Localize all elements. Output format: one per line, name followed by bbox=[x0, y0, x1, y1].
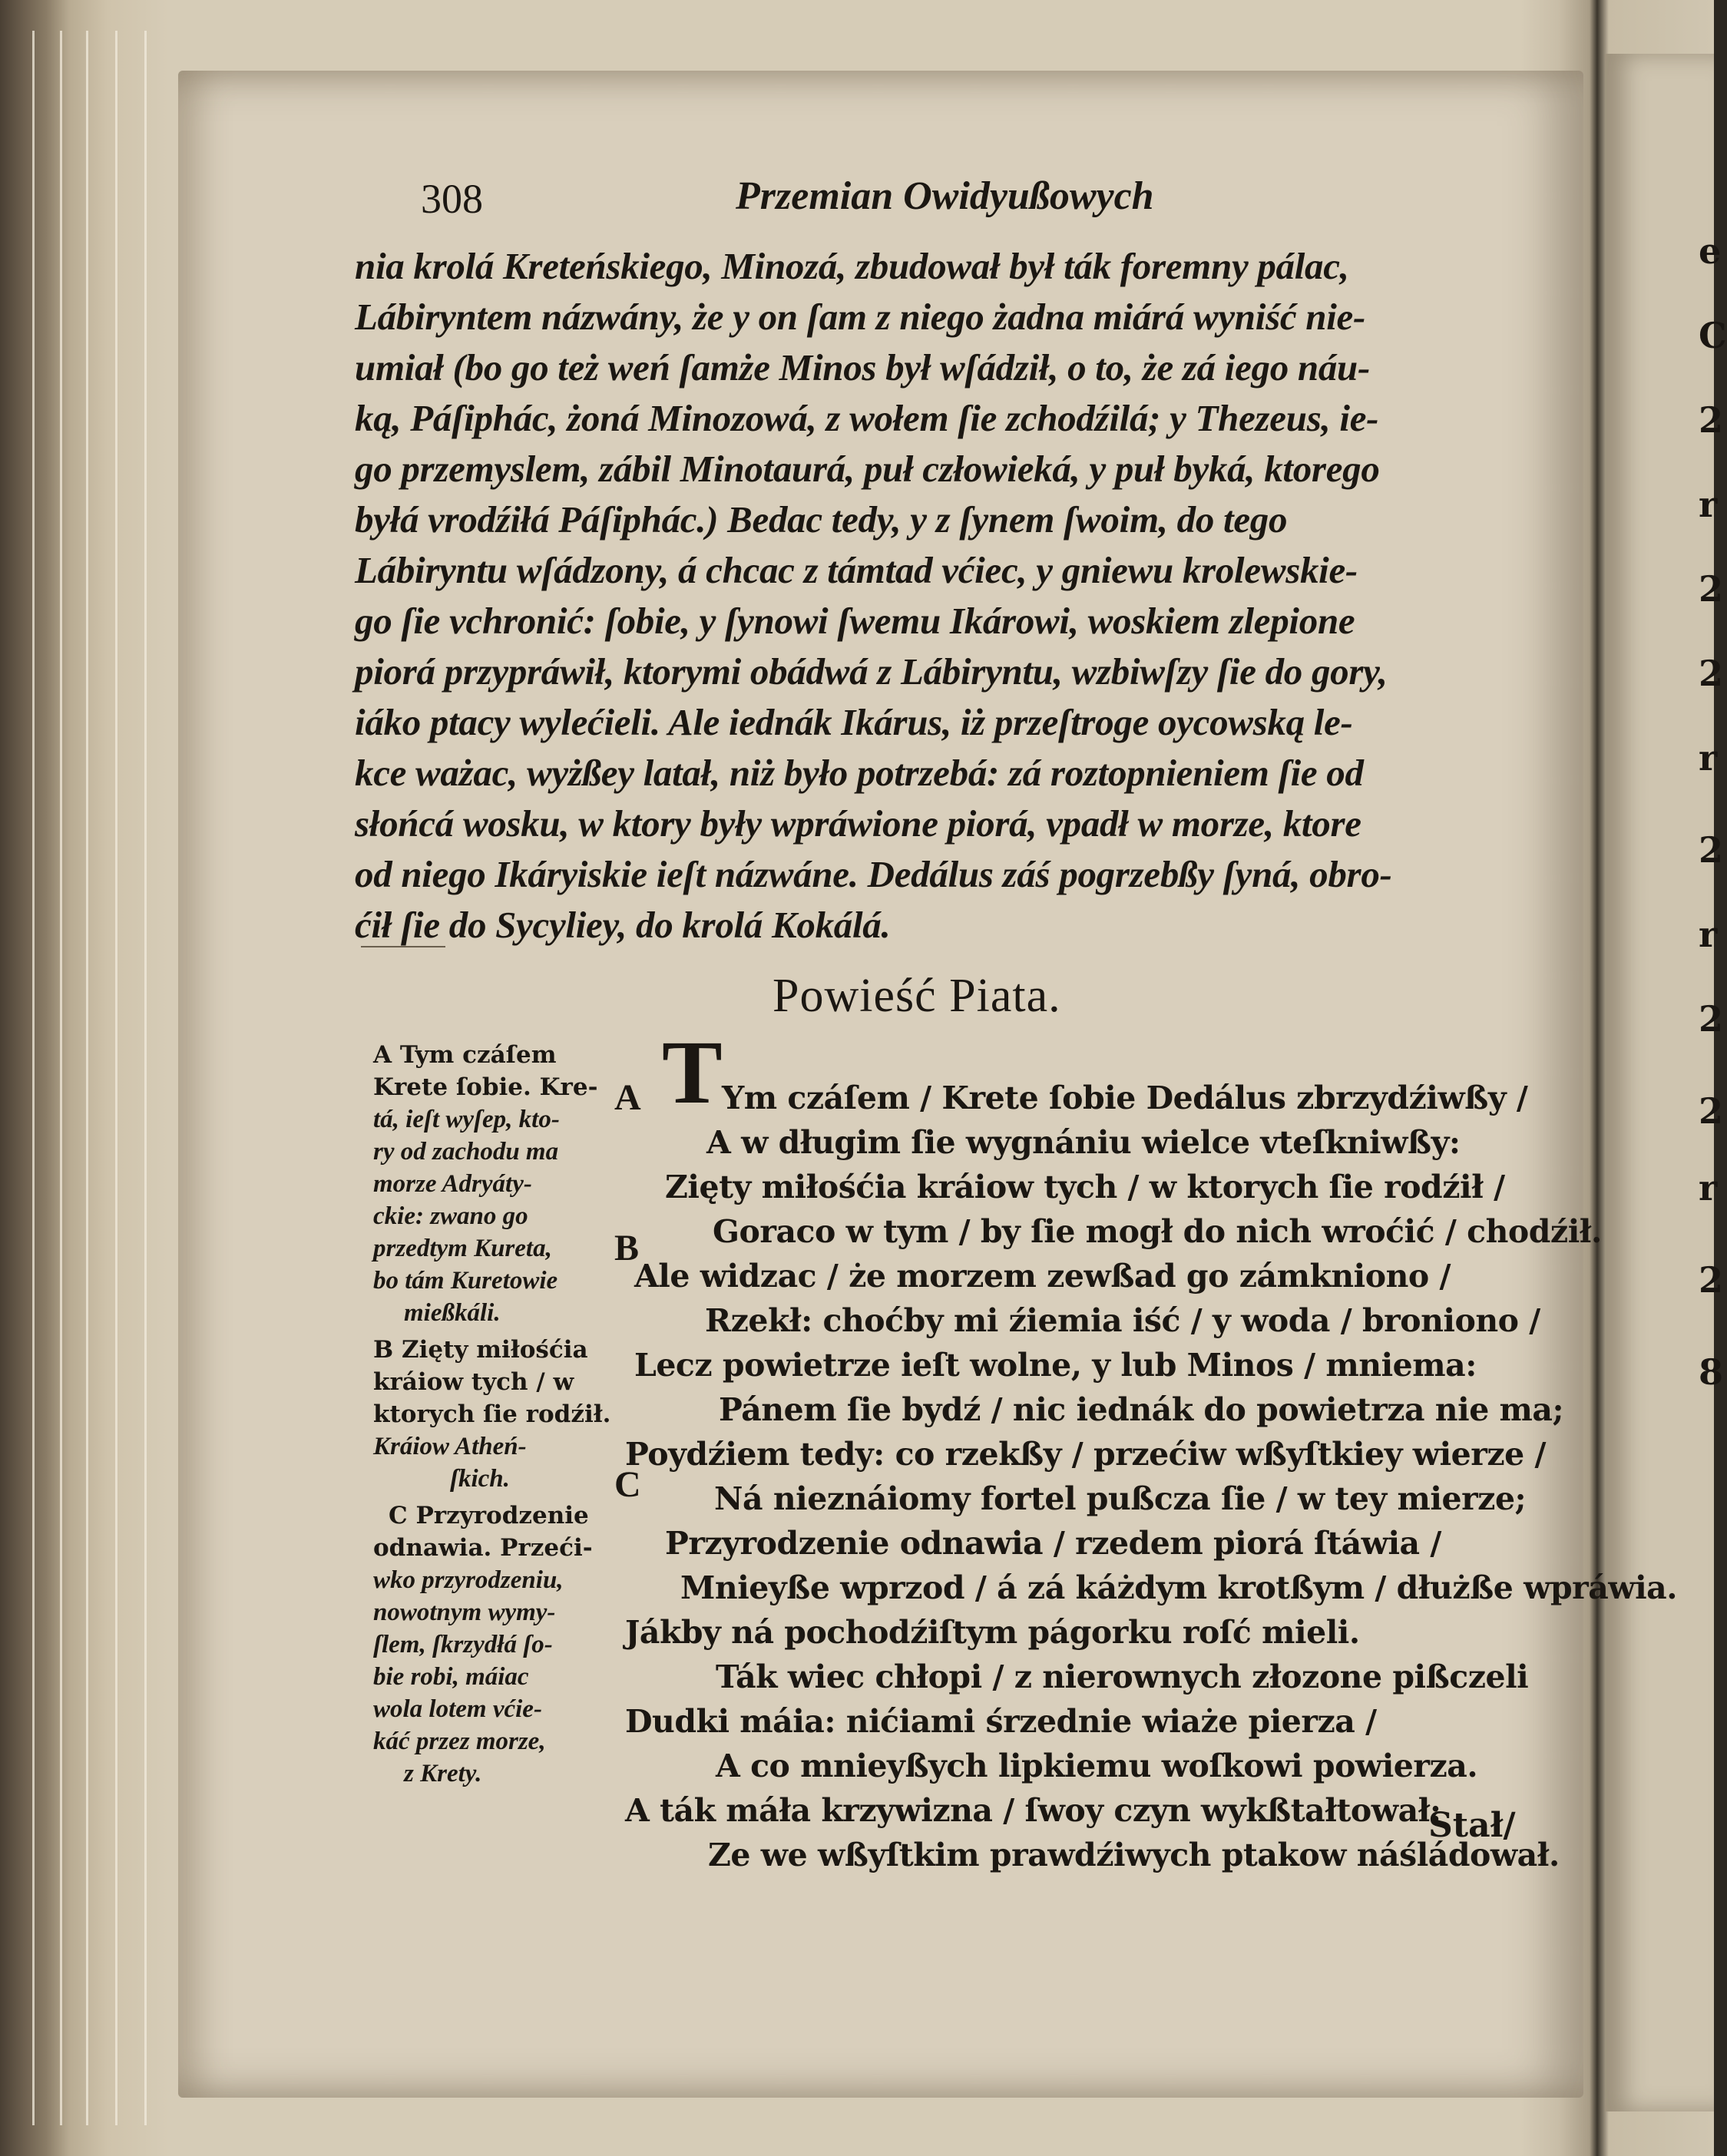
prose-line: go przemyslem, zábil Minotaurá, puł człowieká, y puł byká, ktorego bbox=[355, 448, 1380, 490]
facing-page-fragment: 2 bbox=[1699, 1090, 1724, 1132]
prose-line: słońcá wosku, w ktory były wpráwione piorá, vpadł w morze, ktore bbox=[355, 802, 1361, 845]
prose-line: go ſie vchronić: ſobie, y ſynowi ſwemu Ikárowi, woskiem zlepione bbox=[355, 600, 1355, 642]
facing-page-fragment: r bbox=[1699, 1167, 1718, 1209]
margin-note-line: káć przez morze, bbox=[373, 1728, 546, 1755]
margin-note-line: morze Adryáty- bbox=[373, 1170, 532, 1198]
page-edge bbox=[60, 31, 62, 2125]
prose-line: ćił ſie do Sycyliey, do krolá Kokálá. bbox=[355, 904, 891, 946]
page-edge bbox=[144, 31, 147, 2125]
running-title: Przemian Owidyußowych bbox=[736, 174, 1154, 218]
verse-line: Goraco w tym / by ſie mogł do nich wroćić / chodźił. bbox=[713, 1213, 1602, 1250]
verse-line: Ná nieznáiomy fortel pußcza ſie / w tey mierze; bbox=[714, 1480, 1527, 1517]
verse-line: Ale widzac / że morzem zewßad go zámkniono / bbox=[634, 1258, 1451, 1295]
facing-page-fragment: C bbox=[1699, 315, 1727, 356]
margin-note-line: wola lotem vćie- bbox=[373, 1695, 542, 1723]
facing-page-fragment: 2 bbox=[1699, 399, 1724, 441]
facing-page-fragment: 2 bbox=[1699, 998, 1724, 1040]
verse-line: Ym czáſem / Krete ſobie Dedálus zbrzydźiwßy / bbox=[722, 1080, 1528, 1116]
prose-line: Lábiryntem názwány, że y on ſam z niego żadna miárá wyniść nie- bbox=[355, 296, 1365, 338]
verse-line: A w długim ſie wygnániu wielce vteſkniwßy: bbox=[706, 1124, 1461, 1161]
facing-page-fragment: r bbox=[1699, 484, 1718, 525]
margin-note-line: ſkich. bbox=[450, 1465, 510, 1493]
verse-line: Rzekł: choćby mi źiemia iść / y woda / broniono / bbox=[705, 1302, 1540, 1339]
verse-line: Dudki máia: nićiami śrzednie wiaże pierza / bbox=[625, 1703, 1377, 1740]
catchword: Stał/ bbox=[1428, 1806, 1516, 1845]
margin-note-line: odnawia. Przeći- bbox=[373, 1534, 593, 1562]
verse-line: Ze we wßyſtkim prawdźiwych ptakow náśládował. bbox=[708, 1837, 1560, 1873]
facing-page-fragment: 2 bbox=[1699, 829, 1724, 871]
verse-marker: B bbox=[614, 1228, 640, 1268]
verse-line: Pánem ſie bydź / nic iednák do powietrza nie ma; bbox=[719, 1391, 1564, 1428]
facing-page-fragment: 2 bbox=[1699, 1259, 1724, 1301]
verse-line: A co mnieyßych lipkiemu woſkowi powierza. bbox=[716, 1748, 1478, 1784]
margin-note-line: ry od zachodu ma bbox=[373, 1138, 559, 1166]
margin-note-line: A Tym czáſem bbox=[373, 1041, 557, 1069]
facing-page-fragment: e bbox=[1699, 230, 1722, 272]
margin-note-line: nowotnym wymy- bbox=[373, 1599, 556, 1626]
verse-line: Lecz powietrze ieſt wolne, y lub Minos / mniema: bbox=[634, 1347, 1477, 1384]
margin-note-line: kráiow tych / w bbox=[373, 1368, 574, 1396]
margin-note-line: wko przyrodzeniu, bbox=[373, 1566, 564, 1594]
prose-line: umiał (bo go też weń ſamże Minos był wſádził, o to, że zá iego náu- bbox=[355, 346, 1371, 389]
verse-line: Zięty miłośćia kráiow tych / w ktorych ſie rodźił / bbox=[665, 1169, 1505, 1205]
verse-line: Ták wiec chłopi / z nierownych złozone pißczeli bbox=[716, 1658, 1529, 1695]
prose-line: byłá vrodźiłá Páſiphác.) Bedac tedy, y z ſynem ſwoim, do tego bbox=[355, 498, 1288, 541]
margin-note-line: przedtym Kureta, bbox=[373, 1235, 552, 1262]
margin-note-line: bie robi, máiac bbox=[373, 1663, 529, 1691]
verse-marker: C bbox=[614, 1464, 641, 1505]
facing-page-fragment: r bbox=[1699, 737, 1718, 779]
margin-note-line: mießkáli. bbox=[404, 1299, 501, 1327]
verse-marker: A bbox=[614, 1077, 641, 1118]
margin-note-line: tá, ieſt wyſep, kto- bbox=[373, 1106, 560, 1133]
prose-line: nia krolá Kreteńskiego, Minozá, zbudował był ták foremny pálac, bbox=[355, 245, 1349, 287]
prose-line: piorá przypráwił, ktorymi obádwá z Lábiryntu, wzbiwſzy ſie do gory, bbox=[355, 650, 1388, 693]
prose-line: iáko ptacy wylećieli. Ale iednák Ikárus, iż przeſtroge oycowską le- bbox=[355, 701, 1353, 743]
divider bbox=[361, 946, 445, 947]
page-edge bbox=[115, 31, 117, 2125]
margin-note-line: Krete ſobie. Kre- bbox=[373, 1073, 598, 1101]
margin-note-line: ſlem, ſkrzydłá ſo- bbox=[373, 1631, 553, 1658]
margin-note-line: z Krety. bbox=[404, 1760, 482, 1787]
verse-line: Poydźiem tedy: co rzekßy / przećiw wßyſtkiey wierze / bbox=[625, 1436, 1546, 1473]
section-title: Powieść Piata. bbox=[773, 970, 1061, 1022]
page-edge bbox=[32, 31, 35, 2125]
page-number: 308 bbox=[421, 176, 483, 222]
margin-note-line: C Przyrodzenie bbox=[389, 1502, 589, 1529]
verse-line: Mnieyße wprzod / á zá káżdym krotßym / dłużße wpráwia. bbox=[680, 1569, 1677, 1606]
facing-page bbox=[1605, 54, 1714, 2111]
margin-note-line: B Zięty miłośćia bbox=[373, 1336, 588, 1364]
prose-line: kce ważac, wyżßey latał, niż było potrzebá: zá roztopnieniem ſie od bbox=[355, 752, 1364, 794]
facing-page-fragment: 2 bbox=[1699, 568, 1724, 610]
verse-line: Jákby ná pochodźiſtym págorku roſć mieli. bbox=[625, 1614, 1360, 1651]
prose-line: od niego Ikáryiskie ieſt názwáne. Dedálus záś pogrzebßy ſyná, obro- bbox=[355, 853, 1392, 895]
margin-note-line: Kráiow Atheń- bbox=[373, 1433, 527, 1460]
verse-line: Przyrodzenie odnawia / rzedem piorá ſtáwia / bbox=[665, 1525, 1441, 1562]
prose-line: ką, Páſiphác, żoná Minozowá, z wołem ſie zchodźilá; y Thezeus, ie- bbox=[355, 397, 1379, 439]
drop-cap-initial: T bbox=[662, 1022, 723, 1123]
verse-line: A ták máła krzywizna / ſwoy czyn wykßtałtował: bbox=[625, 1792, 1441, 1829]
margin-note-line: bo tám Kuretowie bbox=[373, 1267, 558, 1295]
facing-page-fragment: r bbox=[1699, 914, 1718, 955]
margin-note-line: ktorych ſie rodźił. bbox=[373, 1400, 611, 1428]
margin-note-line: ckie: zwano go bbox=[373, 1202, 528, 1230]
facing-page-fragment: 8 bbox=[1699, 1351, 1724, 1393]
prose-line: Lábiryntu wſádzony, á chcac z támtad vćiec, y gniewu krolewskie- bbox=[355, 549, 1358, 591]
page-edge bbox=[86, 31, 88, 2125]
facing-page-fragment: 2 bbox=[1699, 653, 1724, 694]
